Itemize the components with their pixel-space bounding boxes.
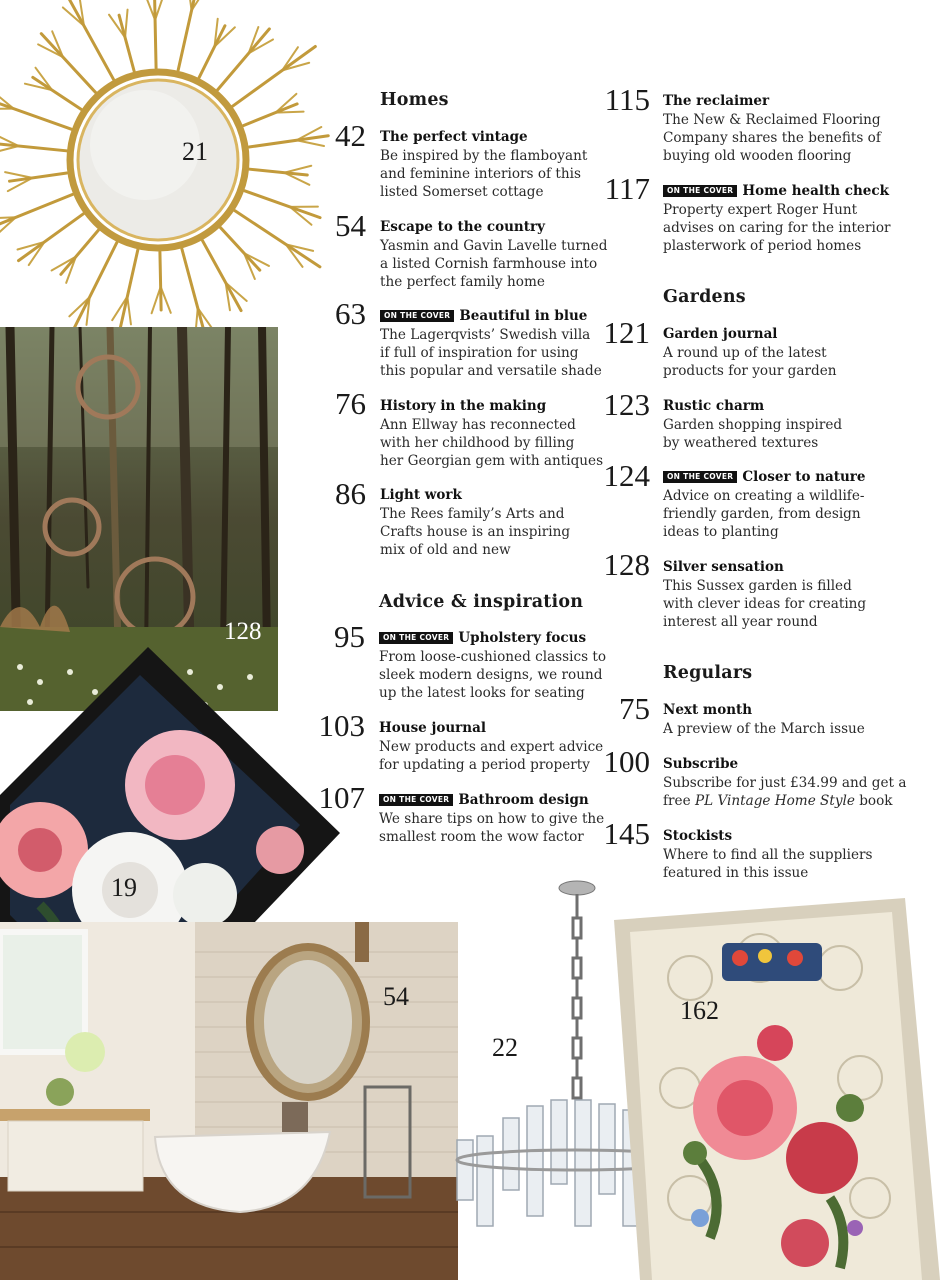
entry-title: Stockists <box>663 827 873 845</box>
contents-entry-next-month[interactable] <box>663 701 865 738</box>
entry-description: A round up of the latest products for your garden <box>663 344 837 380</box>
entry-title: Upholstery focus <box>458 630 586 646</box>
contents-entry-upholstery-focus[interactable] <box>379 629 606 702</box>
contents-entry-closer-to-nature[interactable] <box>663 468 866 541</box>
lace-rose-card-image <box>600 898 941 1280</box>
entry-title: Silver sensation <box>663 558 866 576</box>
cushion-page-number: 19 <box>111 873 137 903</box>
entry-title: Light work <box>380 486 570 504</box>
contents-entry-the-reclaimer[interactable] <box>663 92 881 165</box>
entry-title: Subscribe <box>663 755 906 773</box>
entry-title: Home health check <box>742 183 889 199</box>
page-number-100: 100 <box>570 747 650 777</box>
page-number-75: 75 <box>570 694 650 724</box>
entry-description: New products and expert advice for updating a period property <box>379 738 603 774</box>
contents-entry-escape-to-the-country[interactable] <box>380 218 607 291</box>
page-number-128: 128 <box>570 550 650 580</box>
subscribe-offer-text: Subscribe for just £34.99 and get a <box>663 775 906 791</box>
on-the-cover-badge: ON THE COVER <box>380 310 454 322</box>
page-number-107: 107 <box>285 783 365 813</box>
page-number-115: 115 <box>570 85 650 115</box>
page-number-123: 123 <box>570 390 650 420</box>
chandelier-page-number: 22 <box>492 1033 518 1063</box>
entry-title: House journal <box>379 719 603 737</box>
section-title-advice-inspiration: Advice & inspiration <box>379 592 583 612</box>
entry-description: A preview of the March issue <box>663 720 865 738</box>
subscribe-offer-text: free <box>663 793 695 809</box>
entry-description: Yasmin and Gavin Lavelle turned a listed Cornish farmhouse into the perfect family home <box>380 237 607 291</box>
entry-description: From loose-cushioned classics to sleek modern designs, we round up the latest looks for seating <box>379 648 606 702</box>
entry-description: We share tips on how to give the smallest room the wow factor <box>379 810 604 846</box>
contents-entry-silver-sensation[interactable] <box>663 558 866 631</box>
section-title-homes: Homes <box>380 90 449 110</box>
entry-description: This Sussex garden is filled with clever ideas for creating interest all year round <box>663 577 866 631</box>
section-title-gardens: Gardens <box>663 287 746 307</box>
mirror-page-number: 21 <box>182 137 208 167</box>
book-title: PL Vintage Home Style <box>695 793 855 809</box>
subscribe-offer-text: book <box>855 793 893 809</box>
on-the-cover-badge: ON THE COVER <box>379 794 453 806</box>
contents-entry-beautiful-in-blue[interactable] <box>380 307 602 380</box>
contents-entry-light-work[interactable] <box>380 486 570 559</box>
entry-title: Garden journal <box>663 325 837 343</box>
entry-description <box>663 774 906 810</box>
page-number-124: 124 <box>570 461 650 491</box>
contents-entry-subscribe[interactable] <box>663 755 906 810</box>
entry-description: Be inspired by the flamboyant and feminine interiors of this listed Somerset cottage <box>380 147 587 201</box>
entry-description: The Lagerqvists’ Swedish villa if full of inspiration for using this popular and versatile shade <box>380 326 602 380</box>
woods-page-number: 128 <box>224 618 262 646</box>
contents-entry-stockists[interactable] <box>663 827 873 882</box>
entry-description: Advice on creating a wildlife- friendly garden, from design ideas to planting <box>663 487 866 541</box>
lace-card-page-number: 162 <box>680 996 719 1026</box>
section-title-regulars: Regulars <box>663 663 752 683</box>
page-number-95: 95 <box>285 622 365 652</box>
contents-entry-the-perfect-vintage[interactable] <box>380 128 587 201</box>
page-number-121: 121 <box>570 318 650 348</box>
entry-description: Property expert Roger Hunt advises on caring for the interior plasterwork of period homes <box>663 201 891 255</box>
page-number-103: 103 <box>285 711 365 741</box>
page-number-76: 76 <box>286 389 366 419</box>
entry-description: The New & Reclaimed Flooring Company shares the benefits of buying old wooden flooring <box>663 111 881 165</box>
page-number-117: 117 <box>570 174 650 204</box>
entry-title: Escape to the country <box>380 218 607 236</box>
entry-title: History in the making <box>380 397 603 415</box>
contents-entry-home-health-check[interactable] <box>663 182 891 255</box>
bathroom-image <box>0 922 458 1280</box>
bathroom-page-number: 54 <box>383 982 409 1012</box>
contents-entry-garden-journal[interactable] <box>663 325 837 380</box>
on-the-cover-badge: ON THE COVER <box>379 632 453 644</box>
entry-title: Closer to nature <box>742 469 865 485</box>
page-number-145: 145 <box>570 819 650 849</box>
entry-description: Ann Ellway has reconnected with her childhood by filling her Georgian gem with antiques <box>380 416 603 470</box>
on-the-cover-badge: ON THE COVER <box>663 185 737 197</box>
page-number-63: 63 <box>286 299 366 329</box>
entry-title: Next month <box>663 701 865 719</box>
entry-title: Rustic charm <box>663 397 842 415</box>
contents-entry-rustic-charm[interactable] <box>663 397 842 452</box>
entry-title: The perfect vintage <box>380 128 587 146</box>
page-number-86: 86 <box>286 479 366 509</box>
entry-description: Garden shopping inspired by weathered textures <box>663 416 842 452</box>
entry-title: Bathroom design <box>458 792 588 808</box>
page-number-42: 42 <box>286 121 366 151</box>
on-the-cover-badge: ON THE COVER <box>663 471 737 483</box>
entry-title: The reclaimer <box>663 92 881 110</box>
entry-description: Where to find all the suppliers featured in this issue <box>663 846 873 882</box>
entry-title: Beautiful in blue <box>459 308 587 324</box>
entry-description: The Rees family’s Arts and Crafts house is an inspiring mix of old and new <box>380 505 570 559</box>
page-number-54: 54 <box>286 211 366 241</box>
sunburst-mirror-image <box>0 0 340 330</box>
